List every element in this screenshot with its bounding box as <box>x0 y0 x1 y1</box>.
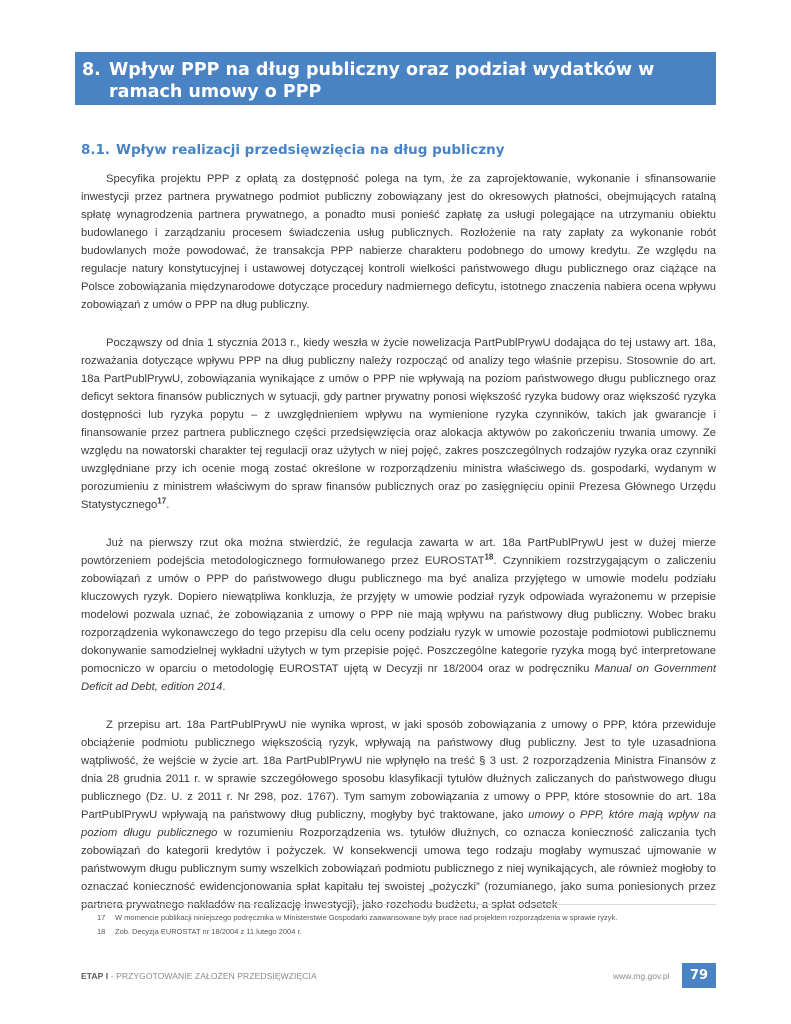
paragraph-2-text: Począwszy od dnia 1 stycznia 2013 r., kiedy weszła w życie nowelizacja PartPublPrywU dodająca do tej ustawy art. 18a, rozważania dotyczące wpływu PPP na dług publiczny należy rozpocząć od analizy tego właśnie przepisu. Stosownie do art. 18a PartPublPrywU, zobowiązania wynikające z umów o PPP nie wpływają na poziom państwowego długu publicznego oraz deficyt sektora finansów publicznych w sytuacji, gdy partner prywatny ponosi większość ryzyka budowy oraz większość ryzyka dostępności lub ryzyka popytu – z uwzględnieniem wpływu na wymienione ryzyka czynników, takich jak gwarancje i finansowanie przez partnera publicznego części przedsięwzięcia oraz alokacja aktywów po zakończeniu trwania umowy. Ze względu na nowatorski charakter tej regulacji oraz użytych w niej pojęć, zakres poszczególnych rodzajów ryzyka oraz czynniki uwzględniane przy ich ocenie mogą zostać określone w rozporządzeniu ministra właściwego ds. gospodarki, wydanym w porozumieniu z ministrem właściwym do spraw finansów publicznych oraz po zasięgnięciu opinii Prezesa Głównego Urzędu Statystycznego <box>81 337 716 511</box>
footer-url[interactable]: www.mg.gov.pl <box>613 971 670 981</box>
footnotes <box>97 911 717 939</box>
footer-separator: - <box>108 971 117 981</box>
section-number: 8.1. <box>81 142 111 158</box>
footnote-number: 18 <box>97 927 106 936</box>
footnote-text: W momencie publikacji niniejszego podręcznika w Ministerstwie Gospodarki zaawansowane były prace nad projektem rozporządzenia w sprawie ryzyk. <box>115 913 618 922</box>
footnote-number: 17 <box>97 913 106 922</box>
paragraph-3: Już na pierwszy rzut oka można stwierdzić, że regulacja zawarta w art. 18a PartPublPrywU jest w dużej mierze powtórzeniem podejścia metodologicznego formułowanego przez EUROSTAT$^{18}$. Czynnikiem rozstrzygającym o zaliczeniu zobowiązań z umów o PPP do państwowego długu publicznego ma być analiza przyjętego w umowie modelu podziału kluczowych ryzyk. Dopiero niewątpliwa konkluzja, że przyjęty w umowie podział ryzyk odpowiada wyrażonemu w przepisie modelowi pozwala uznać, że zobowiązania z umowy o PPP nie mają wpływu na państwowy dług publiczny. Wobec braku rozporządzenia wykonawczego do tego przepisu dla celu oceny podziału ryzyk w umowie pozostaje podmiotowi publicznemu dokonywanie samodzielnej wykładni użytych w tym przepisie pojęć. Poszczególne kategorie ryzyka mogą być interpretowane pomocniczo w oparciu o metodologię EUROSTAT ujętą w Decyzji nr 18/2004 oraz w podręczniku Manual on Government Deficit ad Debt, edition 2014. <box>81 537 716 693</box>
paragraph-1-text: Specyfika projektu PPP z opłatą za dostępność polega na tym, że za zaprojektowanie, wykonanie i sfinansowanie inwestycji przez partnera prywatnego podmiot publiczny zobowiązany jest do okresowych płatności, obejmujących ratalną spłatę wynagrodzenia partnera prywatnego, a ponadto musi ponieść zapłatę za usługi polegające na utrzymaniu obiektu budowlanego i zarządzaniu procesem świadczenia usług publicznych. Rozłożenie na raty zapłaty za wykonanie robót budowlanych może powodować, że transakcja PPP nabierze charakteru podobnego do umowy kredytu. Ze względu na regulacje natury konstytucyjnej i ustawowej dotyczącej kontroli wielkości państwowego długu publicznego oraz ciążące na Polsce zobowiązania międzynarodowe dotyczące procedury nadmiernego deficytu, istotnego znaczenia nabiera ocena wpływu zobowiązań z umów o PPP na dług publiczny. <box>81 173 716 311</box>
paragraph-4 <box>81 716 716 914</box>
chapter-number: 8. <box>82 60 101 80</box>
footnote-17 <box>97 911 717 925</box>
footnote-ref-18[interactable]: 18 <box>484 552 494 562</box>
section-heading <box>81 141 721 159</box>
paragraph-4-italic: umowy o PPP, które mają wpływ na poziom długu publicznego <box>81 809 716 839</box>
chapter-heading <box>75 52 716 105</box>
footnote-text: Zob. Decyzja EUROSTAT nr 18/2004 z 11 lutego 2004 r. <box>115 927 302 936</box>
footnote-ref-17[interactable]: 17 <box>157 496 167 506</box>
paragraph-4-text-a: Z przepisu art. 18a PartPublPrywU nie wynika wprost, w jaki sposób zobowiązania z umowy o PPP, która przewiduje obciążenie podmiotu publicznego większością ryzyk, wpływają na państwowy dług publiczny. Jest to tyle uzasadniona wątpliwość, że wejście w życie art. 18a PartPublPrywU nie wpłynęło na treść § 3 ust. 2 rozporządzenia Ministra Finansów z dnia 28 grudnia 2011 r. w sprawie szczegółowego sposobu klasyfikacji tytułów dłużnych zaliczanych do państwowego długu publicznego (Dz. U. z 2011 r. Nr 298, poz. 1767). Tym samym zobowiązania z umowy o PPP, które stosownie do art. 18a PartPublPrywU wpływają na państwowy dług publiczny, mogłyby być traktowane, jako <box>81 719 716 821</box>
paragraph-2: Począwszy od dnia 1 stycznia 2013 r., kiedy weszła w życie nowelizacja PartPublPrywU dodająca do tej ustawy art. 18a, rozważania dotyczące wpływu PPP na dług publiczny należy rozpocząć od analizy tego właśnie przepisu. Stosownie do art. 18a PartPublPrywU, zobowiązania wynikające z umów o PPP nie wpływają na poziom państwowego długu publicznego oraz deficyt sektora finansów publicznych w sytuacji, gdy partner prywatny ponosi większość ryzyka budowy oraz większość ryzyka dostępności lub ryzyka popytu – z uwzględnieniem wpływu na wymienione ryzyka czynników, takich jak gwarancje i finansowanie przez partnera publicznego części przedsięwzięcia oraz alokacja aktywów po zakończeniu trwania umowy. Ze względu na nowatorski charakter tej regulacji oraz użytych w niej pojęć, zakres poszczególnych rodzajów ryzyka oraz czynniki uwzględniane przy ich ocenie mogą zostać określone w rozporządzeniu ministra właściwego ds. gospodarki, wydanym w porozumieniu z ministrem właściwym do spraw finansów publicznych oraz po zasięgnięciu opinii Prezesa Głównego Urzędu Statystycznego$^{17}$. <box>81 337 716 511</box>
paragraph-4-text-b: w rozumieniu Rozporządzenia ws. tytułów dłużnych, co oznacza konieczność zaliczania tych zobowiązań do kategorii kredytów i pożyczek. W konsekwencji umowa tego rodzaju mogłaby wymuszać ujmowanie w państwowym długu publicznym sumy wszelkich zobowiązań podmiotu publicznego z niej wynikających, ale również mogłoby to oznaczać konieczność ewidencjonowania spłat kapitału tej swoistej „pożyczki” (rozumianego, jako suma poniesionych przez partnera prywatnego nakładów na realizację inwestycji), jako rozchodu budżetu, a spłat odsetek <box>81 827 716 911</box>
page-number: 79 <box>682 963 716 988</box>
chapter-title: Wpływ PPP na dług publiczny oraz podział wydatków w ramach umowy o PPP <box>109 60 655 102</box>
body-text <box>81 170 716 914</box>
paragraph-1 <box>81 170 716 314</box>
section-title: Wpływ realizacji przedsięwzięcia na dług publiczny <box>116 142 505 158</box>
manual-title: Manual on Government Deficit ad Debt, edition 2014 <box>81 663 716 693</box>
footer-stage <box>81 970 317 982</box>
paragraph-3-text-a: Już na pierwszy rzut oka można stwierdzić, że regulacja zawarta w art. 18a PartPublPrywU jest w dużej mierze powtórzeniem podejścia metodologicznego formułowanego przez EUROSTAT <box>81 537 716 567</box>
footnote-divider <box>81 904 716 905</box>
footnote-18 <box>97 925 717 939</box>
footer-stage-label: ETAP I <box>81 971 109 981</box>
footer-stage-title: PRZYGOTOWANIE ZAŁOŻEŃ PRZEDSIĘWZIĘCIA <box>116 971 317 981</box>
paragraph-3-text-b: . Czynnikiem rozstrzygającym o zaliczeniu zobowiązań z umów o PPP do państwowego długu publicznego ma być analiza przyjętego w umowie modelu podziału kluczowych ryzyk. Dopiero niewątpliwa konkluzja, że przyjęty w umowie podział ryzyk odpowiada wyrażonemu w przepisie modelowi pozwala uznać, że zobowiązania z umowy o PPP nie mają wpływu na państwowy dług publiczny. Wobec braku rozporządzenia wykonawczego do tego przepisu dla celu oceny podziału ryzyk w umowie pozostaje podmiotowi publicznemu dokonywanie samodzielnej wykładni użytych w tym przepisie pojęć. Poszczególne kategorie ryzyka mogą być interpretowane pomocniczo w oparciu o metodologię EUROSTAT ujętą w Decyzji nr 18/2004 oraz w podręczniku <box>81 555 716 675</box>
